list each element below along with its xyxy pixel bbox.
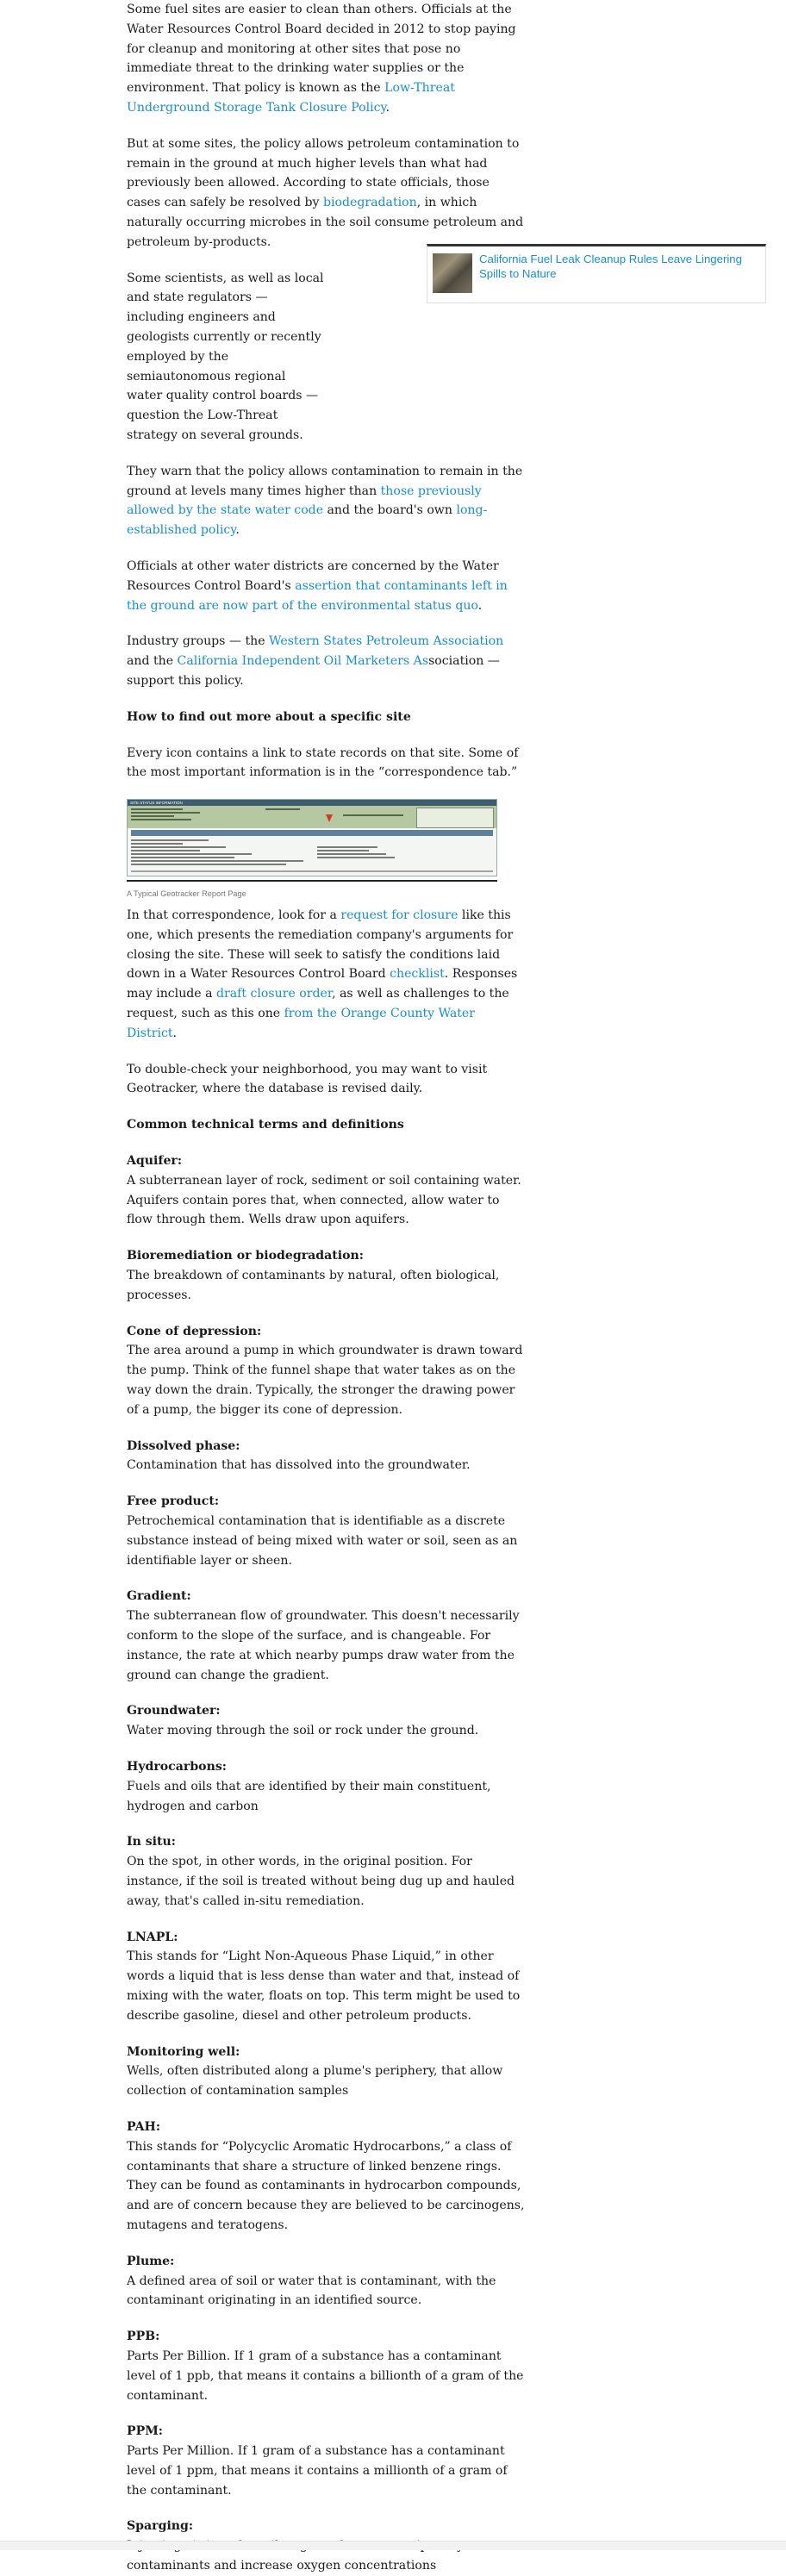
glossary-definition: contaminants and increase oxygen concentrations bbox=[127, 2559, 437, 2573]
glossary-term: Cone of depression: bbox=[127, 1324, 262, 1338]
link-request-for-closure[interactable]: request for closure bbox=[340, 908, 458, 923]
paragraph-icon-link: Every icon contains a link to state records on that site. Some of the most important information is in the “correspondence tab.” bbox=[127, 745, 519, 780]
glossary-entry bbox=[127, 1587, 525, 1685]
glossary-term: Dissolved phase: bbox=[127, 1438, 240, 1453]
paragraph-biodegradation: But at some sites, the policy allows petroleum contamination to remain in the ground at much higher levels than what had previously been allowed. According to state officials, those cases can safely be resolved by biodegradation, in which naturally occurring microbes in the soil consume petroleum and petroleum by-products. bbox=[127, 136, 524, 249]
link-low-threat-policy[interactable]: Low-Threat Underground Storage Tank Closure Policy bbox=[127, 81, 455, 115]
glossary-term: Gradient: bbox=[127, 1589, 191, 1604]
link-cioma[interactable]: California Independent Oil Marketers As bbox=[177, 654, 429, 669]
glossary-entry bbox=[127, 1757, 525, 1816]
glossary-term: Hydrocarbons: bbox=[127, 1759, 227, 1774]
glossary-definition: Petrochemical contamination that is identifiable as a discrete substance instead of being mixed with water or soil, seen as an identifiable layer or sheen. bbox=[127, 1514, 518, 1568]
related-story-card[interactable] bbox=[427, 244, 766, 303]
link-status-quo[interactable]: assertion that contaminants left in the ground are now part of the environmental status quo bbox=[127, 578, 508, 613]
page-footer-edge bbox=[0, 2541, 786, 2550]
link-orange-county-water-district[interactable]: from the Orange County Water District bbox=[127, 1007, 475, 1040]
glossary-entry bbox=[127, 2327, 525, 2405]
link-state-water-code[interactable]: those previously allowed by the state water code bbox=[127, 483, 482, 518]
map-pin-icon bbox=[326, 814, 333, 822]
heading-find-site: How to find out more about a specific site bbox=[127, 709, 411, 724]
glossary-definition: A defined area of soil or water that is contaminant, with the contaminant originating in an identified source. bbox=[127, 2273, 496, 2308]
glossary-entry bbox=[127, 2422, 525, 2500]
glossary-definition: A subterranean layer of rock, sediment or soil containing water. Aquifers contain pores that, when connected, allow water to flow through them. Wells draw upon aquifers. bbox=[127, 1173, 521, 1227]
glossary-term: In situ: bbox=[127, 1835, 176, 1849]
paragraph-officials: Officials at other water districts are concerned by the Water Resources Control Board's assertion that contaminants left in the ground are now part of the environmental status quo. bbox=[127, 558, 508, 613]
glossary-definition: Water moving through the soil or rock under the ground. bbox=[127, 1724, 479, 1738]
screenshot-title-bar: SITE STATUS INFORMATION bbox=[128, 800, 496, 806]
glossary-entry bbox=[127, 1151, 525, 1230]
glossary-entry bbox=[127, 2252, 525, 2311]
figure-divider bbox=[127, 880, 497, 882]
figure-caption: A Typical Geotracker Report Page bbox=[127, 889, 246, 899]
glossary-term: Aquifer: bbox=[127, 1154, 183, 1169]
screenshot-info-box bbox=[416, 808, 494, 828]
link-wspa[interactable]: Western States Petroleum Association bbox=[269, 634, 504, 649]
article-body bbox=[127, 0, 525, 2576]
link-biodegradation[interactable]: biodegradation bbox=[323, 196, 417, 210]
glossary-definition: The breakdown of contaminants by natural, often biological, processes. bbox=[127, 1269, 500, 1302]
glossary-definition: The subterranean flow of groundwater. This doesn't necessarily conform to the slope of the surface, and is changeable. For instance, the rate at which nearby pumps draw water from the ground can change the gradient. bbox=[127, 1609, 520, 1682]
paragraph-correspondence: In that correspondence, look for a request for closure like this one, which presents the remediation company's arguments for closing the site. These will seek to satisfy the conditions laid down in a Water Resources Control Board checklist. Responses may include a draft closure order, as well as challenges to the request, such as this one from the Orange County Water District. bbox=[127, 908, 518, 1040]
link-draft-closure-order[interactable]: draft closure order bbox=[216, 987, 333, 1001]
paragraph-scientists: Some scientists, as well as local and state regulators — including engineers and geologists currently or recently employed by the semiautonomous regional water quality control boards — question the Low-Threat strategy on several grounds. bbox=[127, 271, 324, 442]
glossary-definition: This stands for “Polycyclic Aromatic Hydrocarbons,” a class of contaminants that share a structure of linked benzene rings. They can be found as contaminants in hydrocarbon compounds, and are of concern because they are believed to be carcinogens, mutagens and teratogens. bbox=[127, 2139, 525, 2232]
glossary-definition: Fuels and oils that are identified by their main constituent, hydrogen and carbon bbox=[127, 1779, 491, 1813]
glossary-definition: Parts Per Million. If 1 gram of a substance has a contaminant level of 1 ppm, that means it contains a millionth of a gram of the contaminant. bbox=[127, 2444, 508, 2498]
glossary-entry bbox=[127, 1437, 525, 1476]
glossary-term: PPB: bbox=[127, 2330, 160, 2344]
glossary-definition: Parts Per Billion. If 1 gram of a substance has a contaminant level of 1 ppb, that means it contains a billionth of a gram of the contaminant. bbox=[127, 2348, 524, 2403]
glossary-definition: Wells, often distributed along a plume's periphery, that allow collection of contamination samples bbox=[127, 2064, 503, 2099]
glossary-definition: The area around a pump in which groundwater is drawn toward the pump. Think of the funnel shape that water takes as on the way down the drain. Typically, the stronger the drawing power of a pump, the bigger its cone of depression. bbox=[127, 1344, 523, 1417]
link-checklist[interactable]: checklist bbox=[390, 967, 445, 982]
glossary-term: Free product: bbox=[127, 1494, 220, 1509]
glossary-entry bbox=[127, 1832, 525, 1911]
glossary-definition: This stands for “Light Non-Aqueous Phase Liquid,” in other words a liquid that is less dense than water and that, instead of mixing with the water, floats on top. This term might be used to describe gasoline, diesel and other petroleum products. bbox=[127, 1949, 521, 2023]
related-story-title[interactable]: California Fuel Leak Cleanup Rules Leave Lingering Spills to Nature bbox=[479, 253, 742, 280]
glossary-term: Groundwater: bbox=[127, 1704, 221, 1718]
glossary-entry bbox=[127, 1701, 525, 1741]
glossary-term: Monitoring well: bbox=[127, 2044, 240, 2059]
glossary-entry bbox=[127, 2118, 525, 2236]
glossary-entry bbox=[127, 2043, 525, 2101]
related-story-thumbnail[interactable] bbox=[433, 253, 472, 293]
link-long-established-policy[interactable]: long-established policy bbox=[127, 503, 488, 538]
glossary-term: LNAPL: bbox=[127, 1930, 178, 1944]
glossary-term: PAH: bbox=[127, 2119, 161, 2134]
glossary-entry bbox=[127, 1928, 525, 2026]
paragraph-geotracker: To double-check your neighborhood, you may want to visit Geotracker, where the database is revised daily. bbox=[127, 1062, 488, 1096]
paragraph-warn: They warn that the policy allows contamination to remain in the ground at levels many times higher than those previously allowed by the state water code and the board's own long-established policy. bbox=[127, 464, 523, 538]
screenshot-header bbox=[128, 806, 496, 828]
glossary-definition: On the spot, in other words, in the original position. For instance, if the soil is treated without being dug up and hauled away, that's called in-situ remediation. bbox=[127, 1855, 515, 1908]
glossary-entry bbox=[127, 1492, 525, 1570]
heading-terms: Common technical terms and definitions bbox=[127, 1118, 404, 1132]
glossary-term: Sparging: bbox=[127, 2519, 194, 2534]
glossary-entry bbox=[127, 1322, 525, 1420]
geotracker-figure bbox=[127, 799, 525, 900]
glossary-definition: Contamination that has dissolved into the groundwater. bbox=[127, 1458, 471, 1473]
glossary bbox=[127, 1151, 525, 2576]
glossary-entry bbox=[127, 1246, 525, 1305]
glossary-term: Plume: bbox=[127, 2254, 175, 2268]
paragraph-policy: Some fuel sites are easier to clean than others. Officials at the Water Resources Control Board decided in 2012 to stop paying for cleanup and monitoring at other sites that pose no immediate threat to the drinking water supplies or the environment. That policy is known as the Low-Threat Underground Storage Tank Closure Policy. bbox=[127, 3, 516, 115]
screenshot-tabs bbox=[131, 830, 493, 836]
geotracker-screenshot-image bbox=[127, 799, 497, 876]
glossary-term: Bioremediation or biodegradation: bbox=[127, 1249, 364, 1263]
paragraph-industry: Industry groups — the Western States Petroleum Association and the California Independent Oil Marketers Association — support this policy. bbox=[127, 634, 504, 688]
glossary-term: PPM: bbox=[127, 2424, 163, 2439]
